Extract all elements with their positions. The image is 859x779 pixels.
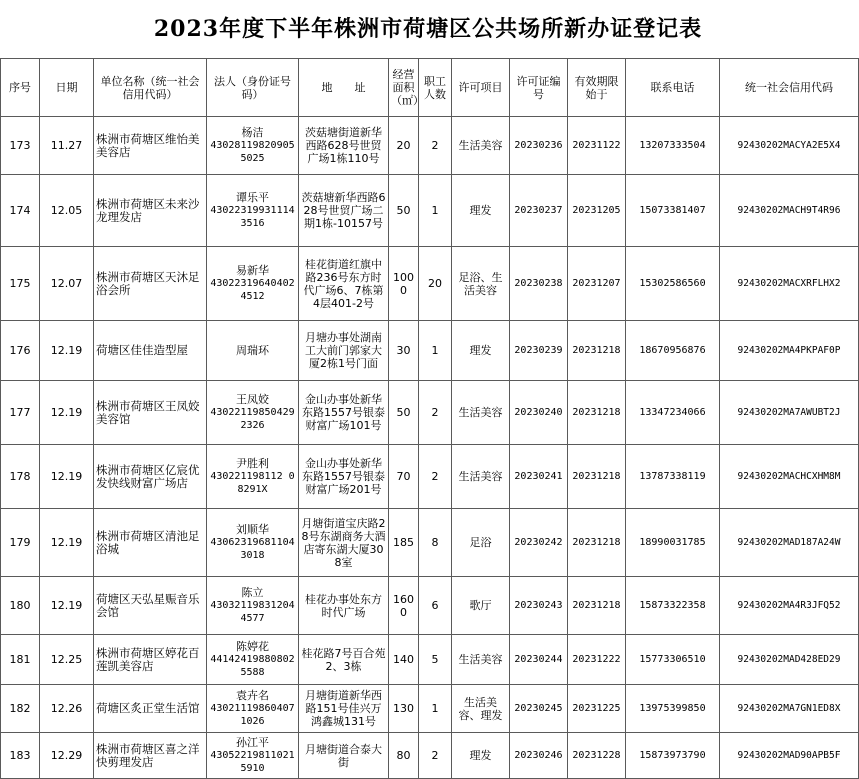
permit-number: 20230239 xyxy=(510,321,568,381)
legal-person xyxy=(207,117,299,175)
person-name: 易新华 xyxy=(236,264,269,277)
valid-from: 20231222 xyxy=(568,635,626,685)
area: 185 xyxy=(389,509,419,577)
address: 月塘街道宝庆路28号东湖商务大酒店寄东湖大厦308室 xyxy=(299,509,389,577)
column-header: 职工人数 xyxy=(419,59,452,117)
business-name: 株洲市荷塘区婷花百莲凯美容店 xyxy=(94,635,207,685)
credit-code: 92430202MACYA2E5X4 xyxy=(720,117,859,175)
column-header: 许可证编号 xyxy=(510,59,568,117)
column-header: 许可项目 xyxy=(452,59,510,117)
permit-item: 生活美容 xyxy=(452,117,510,175)
table-body xyxy=(1,117,859,779)
permit-item: 生活美容 xyxy=(452,381,510,445)
row-date: 12.19 xyxy=(40,577,94,635)
id-number: 430221198504292326 xyxy=(210,407,295,431)
row-number: 173 xyxy=(1,117,40,175)
business-name: 株洲市荷塘区未来沙龙理发店 xyxy=(94,175,207,247)
business-name: 株洲市荷塘区王凤姣美容馆 xyxy=(94,381,207,445)
permit-number: 20230246 xyxy=(510,733,568,779)
row-number: 174 xyxy=(1,175,40,247)
row-date: 12.19 xyxy=(40,509,94,577)
legal-person xyxy=(207,445,299,509)
person-name: 杨洁 xyxy=(241,126,264,139)
valid-from: 20231218 xyxy=(568,577,626,635)
credit-code: 92430202MA7GN1ED8X xyxy=(720,685,859,733)
table-row xyxy=(1,247,859,321)
address: 桂花路7号百合苑2、3栋 xyxy=(299,635,389,685)
credit-code: 92430202MACH9T4R96 xyxy=(720,175,859,247)
column-header: 日期 xyxy=(40,59,94,117)
phone: 13347234066 xyxy=(626,381,720,445)
permit-item: 生活美容、理发 xyxy=(452,685,510,733)
legal-person xyxy=(207,635,299,685)
permit-item: 生活美容 xyxy=(452,635,510,685)
row-number: 175 xyxy=(1,247,40,321)
valid-from: 20231218 xyxy=(568,509,626,577)
business-name: 荷塘区炙正堂生活馆 xyxy=(94,685,207,733)
business-name: 株洲市荷塘区维怡美美容店 xyxy=(94,117,207,175)
address: 茨菇塘新华西路628号世贸广场二期1栋-10157号 xyxy=(299,175,389,247)
address: 金山办事处新华东路1557号银泰财富广场101号 xyxy=(299,381,389,445)
row-number: 178 xyxy=(1,445,40,509)
area: 30 xyxy=(389,321,419,381)
phone: 18670956876 xyxy=(626,321,720,381)
legal-person xyxy=(207,321,299,381)
permit-number: 20230236 xyxy=(510,117,568,175)
person-name: 陈立 xyxy=(241,586,264,599)
table-row xyxy=(1,685,859,733)
credit-code: 92430202MA7AWUBT2J xyxy=(720,381,859,445)
valid-from: 20231228 xyxy=(568,733,626,779)
staff-count: 2 xyxy=(419,381,452,445)
phone: 18990031785 xyxy=(626,509,720,577)
table-row xyxy=(1,733,859,779)
area: 140 xyxy=(389,635,419,685)
staff-count: 1 xyxy=(419,175,452,247)
permit-number: 20230237 xyxy=(510,175,568,247)
business-name: 株洲市荷塘区天沐足浴会所 xyxy=(94,247,207,321)
row-number: 182 xyxy=(1,685,40,733)
legal-person xyxy=(207,381,299,445)
id-number: 430223196404024512 xyxy=(210,278,295,302)
legal-person xyxy=(207,247,299,321)
table-row xyxy=(1,509,859,577)
row-number: 181 xyxy=(1,635,40,685)
area: 70 xyxy=(389,445,419,509)
address: 桂花街道红旗中路236号东方时代广场6、7栋第4层401-2号 xyxy=(299,247,389,321)
id-number: 441424198808025588 xyxy=(210,654,295,678)
area: 50 xyxy=(389,381,419,445)
business-name: 荷塘区天弘星赈音乐会馆 xyxy=(94,577,207,635)
phone: 13975399850 xyxy=(626,685,720,733)
phone: 15873322358 xyxy=(626,577,720,635)
row-number: 176 xyxy=(1,321,40,381)
person-name: 王凤姣 xyxy=(236,393,269,406)
person-name: 袁卉名 xyxy=(236,689,269,702)
column-header: 法人（身份证号码） xyxy=(207,59,299,117)
business-name: 株洲市荷塘区清池足浴城 xyxy=(94,509,207,577)
person-name: 孙江平 xyxy=(236,736,269,749)
valid-from: 20231225 xyxy=(568,685,626,733)
column-header: 联系电话 xyxy=(626,59,720,117)
permit-item: 足浴、生活美容 xyxy=(452,247,510,321)
valid-from: 20231218 xyxy=(568,445,626,509)
id-number: 430223199311143516 xyxy=(210,205,295,229)
address: 月塘办事处湖南工大前门郭家大厦2栋1号门面 xyxy=(299,321,389,381)
permit-item: 理发 xyxy=(452,321,510,381)
row-date: 12.07 xyxy=(40,247,94,321)
area: 1000 xyxy=(389,247,419,321)
credit-code: 92430202MAD90APB5F xyxy=(720,733,859,779)
column-header: 序号 xyxy=(1,59,40,117)
business-name: 株洲市荷塘区亿宸优发快线财富广场店 xyxy=(94,445,207,509)
row-number: 180 xyxy=(1,577,40,635)
staff-count: 1 xyxy=(419,321,452,381)
id-number: 430221198112 08291X xyxy=(210,471,295,495)
column-header: 统一社会信用代码 xyxy=(720,59,859,117)
permit-item: 生活美容 xyxy=(452,445,510,509)
table-row xyxy=(1,117,859,175)
staff-count: 5 xyxy=(419,635,452,685)
table-row xyxy=(1,445,859,509)
column-header: 地 址 xyxy=(299,59,389,117)
staff-count: 2 xyxy=(419,733,452,779)
staff-count: 6 xyxy=(419,577,452,635)
permit-number: 20230245 xyxy=(510,685,568,733)
row-date: 12.29 xyxy=(40,733,94,779)
permit-number: 20230244 xyxy=(510,635,568,685)
legal-person xyxy=(207,577,299,635)
row-date: 12.19 xyxy=(40,381,94,445)
valid-from: 20231205 xyxy=(568,175,626,247)
permit-item: 理发 xyxy=(452,733,510,779)
table-row xyxy=(1,175,859,247)
legal-person xyxy=(207,685,299,733)
person-name: 尹胜利 xyxy=(236,457,269,470)
legal-person xyxy=(207,175,299,247)
row-number: 183 xyxy=(1,733,40,779)
table-row xyxy=(1,381,859,445)
phone: 13207333504 xyxy=(626,117,720,175)
credit-code: 92430202MAD187A24W xyxy=(720,509,859,577)
row-date: 11.27 xyxy=(40,117,94,175)
header-row xyxy=(1,59,859,117)
address: 金山办事处新华东路1557号银泰财富广场201号 xyxy=(299,445,389,509)
permit-item: 足浴 xyxy=(452,509,510,577)
person-name: 刘顺华 xyxy=(236,523,269,536)
credit-code: 92430202MA4PKPAF0P xyxy=(720,321,859,381)
permit-number: 20230240 xyxy=(510,381,568,445)
area: 1600 xyxy=(389,577,419,635)
person-name: 周瑞环 xyxy=(236,344,269,357)
area: 80 xyxy=(389,733,419,779)
table-row xyxy=(1,635,859,685)
registry-table xyxy=(0,58,859,779)
valid-from: 20231218 xyxy=(568,381,626,445)
credit-code: 92430202MA4R3JFQ52 xyxy=(720,577,859,635)
business-name: 荷塘区佳佳造型屋 xyxy=(94,321,207,381)
column-header: 经营面积（㎡） xyxy=(389,59,419,117)
permit-number: 20230241 xyxy=(510,445,568,509)
row-number: 177 xyxy=(1,381,40,445)
id-number: 430623196811043018 xyxy=(210,537,295,561)
credit-code: 92430202MAD428ED29 xyxy=(720,635,859,685)
staff-count: 20 xyxy=(419,247,452,321)
phone: 13787338119 xyxy=(626,445,720,509)
row-date: 12.19 xyxy=(40,445,94,509)
column-header: 单位名称（统一社会信用代码） xyxy=(94,59,207,117)
address: 桂花办事处东方时代广场 xyxy=(299,577,389,635)
staff-count: 8 xyxy=(419,509,452,577)
phone: 15073381407 xyxy=(626,175,720,247)
row-date: 12.25 xyxy=(40,635,94,685)
valid-from: 20231122 xyxy=(568,117,626,175)
person-name: 陈婷花 xyxy=(236,640,269,653)
area: 20 xyxy=(389,117,419,175)
page-title: 2023年度下半年株洲市荷塘区公共场所新办证登记表 xyxy=(153,16,703,42)
table-row xyxy=(1,577,859,635)
address: 月塘街道新华西路151号佳兴万鸿鑫城131号 xyxy=(299,685,389,733)
id-number: 430522198110215910 xyxy=(210,750,295,774)
phone: 15873973790 xyxy=(626,733,720,779)
column-header: 有效期限始于 xyxy=(568,59,626,117)
table-row xyxy=(1,321,859,381)
row-date: 12.26 xyxy=(40,685,94,733)
id-number: 430321198312044577 xyxy=(210,600,295,624)
valid-from: 20231218 xyxy=(568,321,626,381)
staff-count: 2 xyxy=(419,445,452,509)
address: 月塘街道合泰大街 xyxy=(299,733,389,779)
id-number: 430281198209055025 xyxy=(210,140,295,164)
area: 130 xyxy=(389,685,419,733)
staff-count: 1 xyxy=(419,685,452,733)
phone: 15302586560 xyxy=(626,247,720,321)
row-number: 179 xyxy=(1,509,40,577)
area: 50 xyxy=(389,175,419,247)
permit-item: 理发 xyxy=(452,175,510,247)
legal-person xyxy=(207,733,299,779)
business-name: 株洲市荷塘区喜之洋快剪理发店 xyxy=(94,733,207,779)
permit-number: 20230243 xyxy=(510,577,568,635)
row-date: 12.05 xyxy=(40,175,94,247)
permit-number: 20230238 xyxy=(510,247,568,321)
person-name: 谭乐平 xyxy=(236,191,269,204)
id-number: 430211198604071026 xyxy=(210,703,295,727)
legal-person xyxy=(207,509,299,577)
address: 茨菇塘街道新华西路628号世贸广场1栋110号 xyxy=(299,117,389,175)
credit-code: 92430202MACXRFLHX2 xyxy=(720,247,859,321)
staff-count: 2 xyxy=(419,117,452,175)
phone: 15773306510 xyxy=(626,635,720,685)
valid-from: 20231207 xyxy=(568,247,626,321)
row-date: 12.19 xyxy=(40,321,94,381)
credit-code: 92430202MACHCXHM8M xyxy=(720,445,859,509)
permit-number: 20230242 xyxy=(510,509,568,577)
permit-item: 歌厅 xyxy=(452,577,510,635)
